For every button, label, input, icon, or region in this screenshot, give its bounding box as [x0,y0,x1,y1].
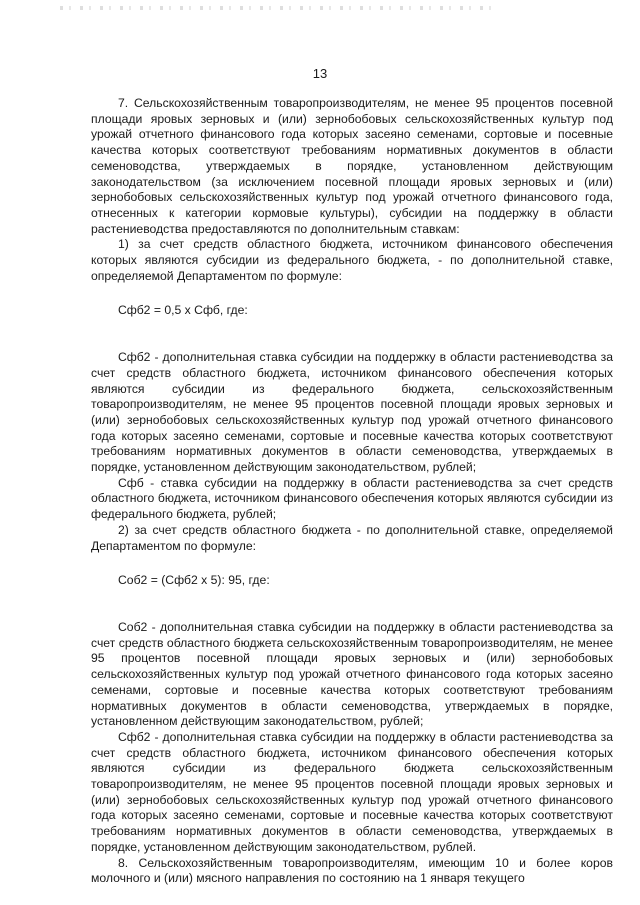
scan-artifact [60,6,500,10]
definition-sfb: Сфб - ставка субсидии на поддержку в области растениеводства за счет средств областного бюджета, источником финансового обеспечения которых являются субсидии из федерального бюджета, рублей; [91,475,613,522]
document-body [91,96,613,887]
formula-sfb2: Сфб2 = 0,5 х Сфб, где: [118,303,248,318]
definition-sfb2: Сфб2 - дополнительная ставка субсидии на поддержку в области растениеводства за счет средств областного бюджета, источником финансового обеспечения которых являются субсидии из федерального бюджета, сельскохозяйственным товаропроизводителям, не менее 95 процентов посевной площади яровых зерновых и (или) зернобобовых сельскохозяйственных культур под урожай отчетного финансового года которых засеяно семенами, сортовые и посевные качества которых соответствуют требованиям нормативных документов в области семеноводства, утверждаемых в порядке, установленном действующим законодательством, рублей; [91,350,613,475]
paragraph-subitem-2: 2) за счет средств областного бюджета - по дополнительной ставке, определяемой Департаментом по формуле: [91,522,613,553]
paragraph-item-7: 7. Сельскохозяйственным товаропроизводителям, не менее 95 процентов посевной площади яровых зерновых и (или) зернобобовых сельскохозяйственных культур под урожай отчетного финансового года которых засеяно семенами, сортовые и посевные качества которых соответствуют требованиям нормативных документов в области семеноводства, утверждаемых в порядке, установленном действующим законодательством (за исключением посевной площади яровых зерновых и (или) зернобобовых сельскохозяйственных культур под урожай отчетного финансового года, отнесенных к категории кормовые культуры), субсидии на поддержку в области растениеводства предоставляются по дополнительным ставкам: [91,96,613,236]
paragraph-subitem-1: 1) за счет средств областного бюджета, источником финансового обеспечения которых являются субсидии из федерального бюджета, - по дополнительной ставке, определяемой Департаментом по формуле: [91,237,613,283]
definition-sob2: Соб2 - дополнительная ставка субсидии на поддержку в области растениеводства за счет средств областного бюджета сельскохозяйственным товаропроизводителям, не менее 95 процентов посевной площади яровых зерновых и (или) зернобобовых сельскохозяйственных культур под урожай отчетного финансового года которых засеяно семенами, сортовые и посевные качества которых соответствуют требованиям нормативных документов в области семеноводства, утверждаемых в порядке, установленном действующим законодательством, рублей; [91,619,613,729]
page-number: 13 [312,66,328,81]
paragraph-item-8: 8. Сельскохозяйственным товаропроизводителям, имеющим 10 и более коров молочного и (или) мясного направления по состоянию на 1 января текущего [91,855,613,886]
formula-sob2: Соб2 = (Сфб2 х 5): 95, где: [118,573,270,588]
definition-sfb2-repeat: Сфб2 - дополнительная ставка субсидии на поддержку в области растениеводства за счет средств областного бюджета, источником финансового обеспечения которых являются субсидии из федерального бюджета сельскохозяйственным товаропроизводителям, не менее 95 процентов посевной площади яровых зерновых и (или) зернобобовых сельскохозяйственных культур под урожай отчетного финансового года которых засеяно семенами, сортовые и посевные качества которых соответствуют требованиям нормативных документов в области семеноводства, утверждаемых в порядке, установленном действующим законодательством, рублей. [91,729,613,854]
